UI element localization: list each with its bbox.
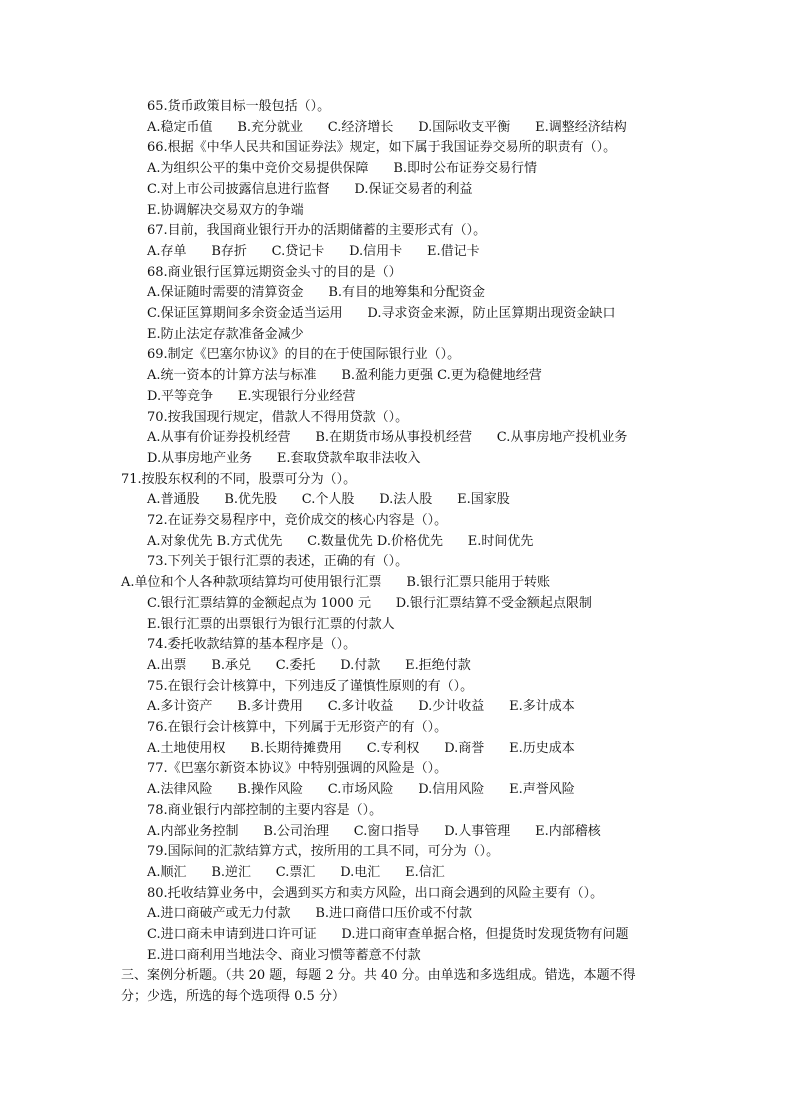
question-text: 70.按我国现行规定，借款人不得用贷款（）。	[147, 409, 409, 425]
answer-options: A.出票 B.承兑 C.委托 D.付款 E.拒绝付款	[147, 657, 471, 673]
question-text: 76.在银行会计核算中，下列属于无形资产的有（）。	[147, 720, 448, 735]
question-text: 74.委托收款结算的基本程序是（）。	[147, 637, 357, 653]
answer-options: A.从事有价证券投机经营 B.在期货市场从事投机经营 C.从事房地产投机业务	[147, 430, 628, 446]
answer-options: E.防止法定存款准备金减少	[147, 326, 304, 342]
answer-options: A.对象优先 B.方式优先 C.数量优先 D.价格优先 E.时间优先	[147, 533, 534, 549]
answer-options: A.稳定币值 B.充分就业 C.经济增长 D.国际收支平衡 E.调整经济结构	[147, 119, 627, 135]
answer-options: A.存单 B存折 C.贷记卡 D.信用卡 E.借记卡	[147, 243, 480, 259]
answer-options: A.土地使用权 B.长期待摊费用 C.专利权 D.商誉 E.历史成本	[147, 740, 575, 756]
answer-options: D.平等竞争 E.实现银行分业经营	[147, 388, 356, 404]
answer-options: E.银行汇票的出票银行为银行汇票的付款人	[147, 616, 395, 632]
answer-options: A.为组织公平的集中竞价交易提供保障 B.即时公布证券交易行情	[147, 161, 538, 177]
answer-options: C.保证匡算期间多余资金适当运用 D.寻求资金来源，防止匡算期出现资金缺口	[147, 306, 616, 321]
answer-options: A.普通股 B.优先股 C.个人股 D.法人股 E.国家股	[147, 492, 510, 508]
answer-options: A.内部业务控制 B.公司治理 C.窗口指导 D.人事管理 E.内部稽核	[147, 823, 601, 839]
answer-options: A.顺汇 B.逆汇 C.票汇 D.电汇 E.信汇	[147, 864, 445, 880]
question-text: 77.《巴塞尔新资本协议》中特别强调的风险是（）。	[147, 761, 448, 777]
question-text: 80.托收结算业务中，会遇到买方和卖方风险，出口商会遇到的风险主要有（）。	[147, 885, 604, 901]
question-text: 67.目前，我国商业银行开办的活期储蓄的主要形式有（）。	[147, 223, 487, 239]
answer-options: A.法律风险 B.操作风险 C.市场风险 D.信用风险 E.声誉风险	[147, 782, 575, 798]
answer-options: C.对上市公司披露信息进行监督 D.保证交易者的利益	[147, 181, 473, 197]
answer-options: A.保证随时需要的清算资金 B.有目的地筹集和分配资金	[147, 285, 486, 301]
answer-options: A.多计资产 B.多计费用 C.多计收益 D.少计收益 E.多计成本	[147, 699, 575, 715]
question-text: 75.在银行会计核算中，下列违反了谨慎性原则的有（）。	[147, 678, 474, 694]
section-heading: 三、案例分析题。（共 20 题，每题 2 分。共 40 分。由单选和多选组成。错选，本题不得	[121, 968, 636, 984]
question-text: 72.在证券交易程序中，竞价成交的核心内容是（）。	[147, 513, 448, 528]
answer-options: E.协调解决交易双方的争端	[147, 202, 304, 218]
answer-options: D.从事房地产业务 E.套取贷款牟取非法收入	[147, 450, 421, 466]
answer-options: A.进口商破产或无力付款 B.进口商借口压价或不付款	[147, 906, 473, 922]
answer-options: E.进口商利用当地法令、商业习惯等蓄意不付款	[147, 947, 421, 963]
question-text: 69.制定《巴塞尔协议》的目的在于使国际银行业（）。	[147, 347, 461, 363]
question-text: 73.下列关于银行汇票的表述，正确的有（）。	[147, 554, 409, 570]
question-text: 79.国际间的汇款结算方式，按所用的工具不同，可分为（）。	[147, 844, 500, 860]
question-text: 71.按股东权利的不同，股票可分为（）。	[121, 471, 357, 487]
question-text: 68.商业银行匡算远期资金头寸的目的是（）	[147, 264, 402, 280]
question-text: 66.根据《中华人民共和国证券法》规定，如下属于我国证券交易所的职责有（）。	[147, 140, 617, 156]
answer-options: A.单位和个人各种款项结算均可使用银行汇票 B.银行汇票只能用于转账	[121, 575, 551, 591]
answer-options: C.银行汇票结算的金额起点为 1000 元 D.银行汇票结算不受金额起点限制	[147, 595, 592, 611]
answer-options: C.进口商未申请到进口许可证 D.进口商审查单据合格，但提货时发现货物有问题	[147, 927, 629, 942]
section-heading: 分；少选，所选的每个选项得 0.5 分）	[121, 989, 345, 1005]
answer-options: A.统一资本的计算方法与标准 B.盈利能力更强 C.更为稳健地经营	[147, 368, 542, 384]
question-text: 78.商业银行内部控制的主要内容是（）。	[147, 802, 383, 818]
question-text: 65.货币政策目标一般包括（）。	[147, 99, 331, 114]
